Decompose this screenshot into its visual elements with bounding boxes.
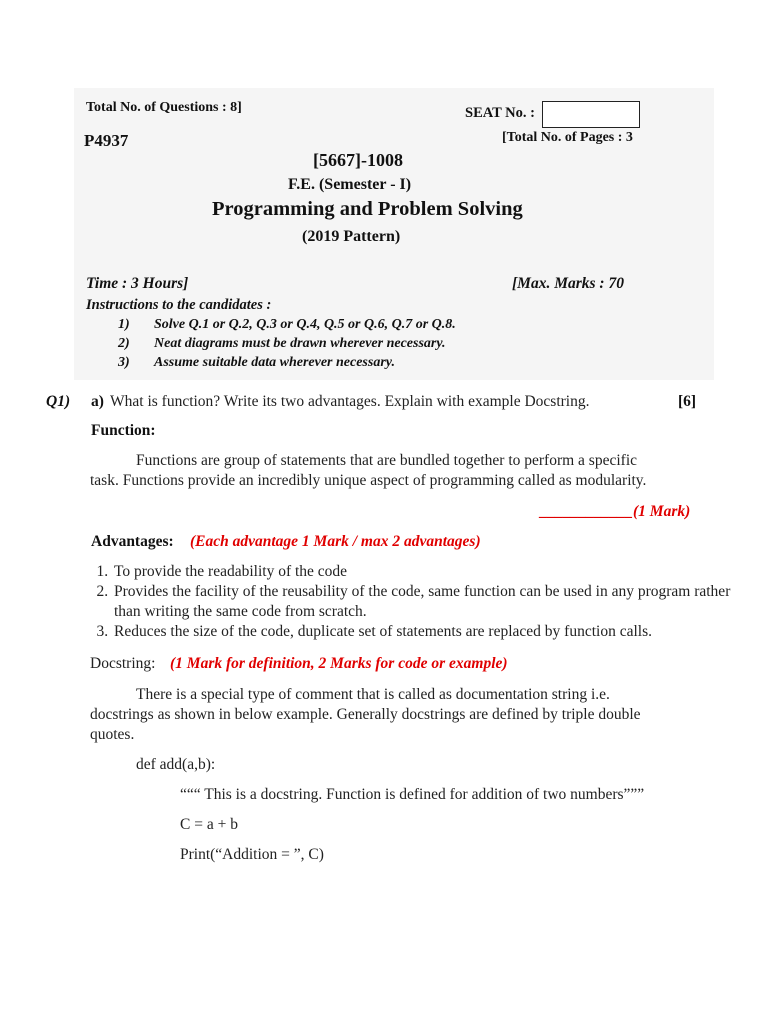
code-line: “““ This is a docstring. Function is defined for addition of two numbers””” xyxy=(180,786,645,803)
exam-code: [5667]-1008 xyxy=(313,150,403,170)
code-line: def add(a,b): xyxy=(136,756,216,773)
instruction-text: Assume suitable data wherever necessary. xyxy=(154,355,395,370)
instruction-text: Neat diagrams must be drawn wherever necessary. xyxy=(154,336,446,351)
question-text: What is function? Write its two advantages. Explain with example Docstring. xyxy=(110,393,590,410)
docstring-text: There is a special type of comment that is called as documentation string i.e. xyxy=(136,686,610,703)
function-text: Functions are group of statements that are bundled together to perform a specific xyxy=(136,452,638,469)
seat-number-box xyxy=(542,101,640,128)
function-text: task. Functions provide an incredibly unique aspect of programming called as modularity. xyxy=(90,472,647,489)
advantages-heading: Advantages: xyxy=(91,533,174,550)
list-item: 2. Provides the facility of the reusability of the code, same function can be used in any program rather than writing the same code from scratch. xyxy=(112,582,752,622)
docstring-marking: (1 Mark for definition, 2 Marks for code or example) xyxy=(170,655,508,672)
instructions-title: Instructions to the candidates : xyxy=(86,297,272,313)
seat-label: SEAT No. : xyxy=(465,105,535,121)
docstring-text: quotes. xyxy=(90,726,135,743)
pattern: (2019 Pattern) xyxy=(302,228,401,245)
paper-code: P4937 xyxy=(84,131,129,150)
docstring-text: docstrings as shown in below example. Generally docstrings are defined by triple double xyxy=(90,706,641,723)
list-item: 3. Reduces the size of the code, duplicate set of statements are replaced by function calls. xyxy=(112,622,752,642)
code-line: C = a + b xyxy=(180,816,238,833)
function-heading: Function: xyxy=(91,422,156,439)
question-marks: [6] xyxy=(678,393,697,410)
advantages-marking: (Each advantage 1 Mark / max 2 advantages) xyxy=(190,533,481,550)
instruction-number: 1) xyxy=(118,317,130,332)
total-pages: [Total No. of Pages : 3 xyxy=(502,130,633,145)
question-part: a) xyxy=(91,393,104,410)
instruction-number: 3) xyxy=(118,355,130,370)
advantages-list xyxy=(90,562,752,642)
list-item: 1. To provide the readability of the code xyxy=(112,562,752,582)
instruction-text: Solve Q.1 or Q.2, Q.3 or Q.4, Q.5 or Q.6, Q.7 or Q.8. xyxy=(154,317,456,332)
subject-title: Programming and Problem Solving xyxy=(212,198,523,220)
exam-time: Time : 3 Hours] xyxy=(86,275,189,292)
function-mark: ____________(1 Mark) xyxy=(540,503,691,520)
code-line: Print(“Addition = ”, C) xyxy=(180,846,324,863)
docstring-label: Docstring: xyxy=(90,655,156,672)
question-number: Q1) xyxy=(46,393,71,410)
semester: F.E. (Semester - I) xyxy=(288,176,412,193)
total-questions: Total No. of Questions : 8] xyxy=(86,100,242,115)
max-marks: [Max. Marks : 70 xyxy=(512,275,624,292)
instruction-number: 2) xyxy=(118,336,130,351)
